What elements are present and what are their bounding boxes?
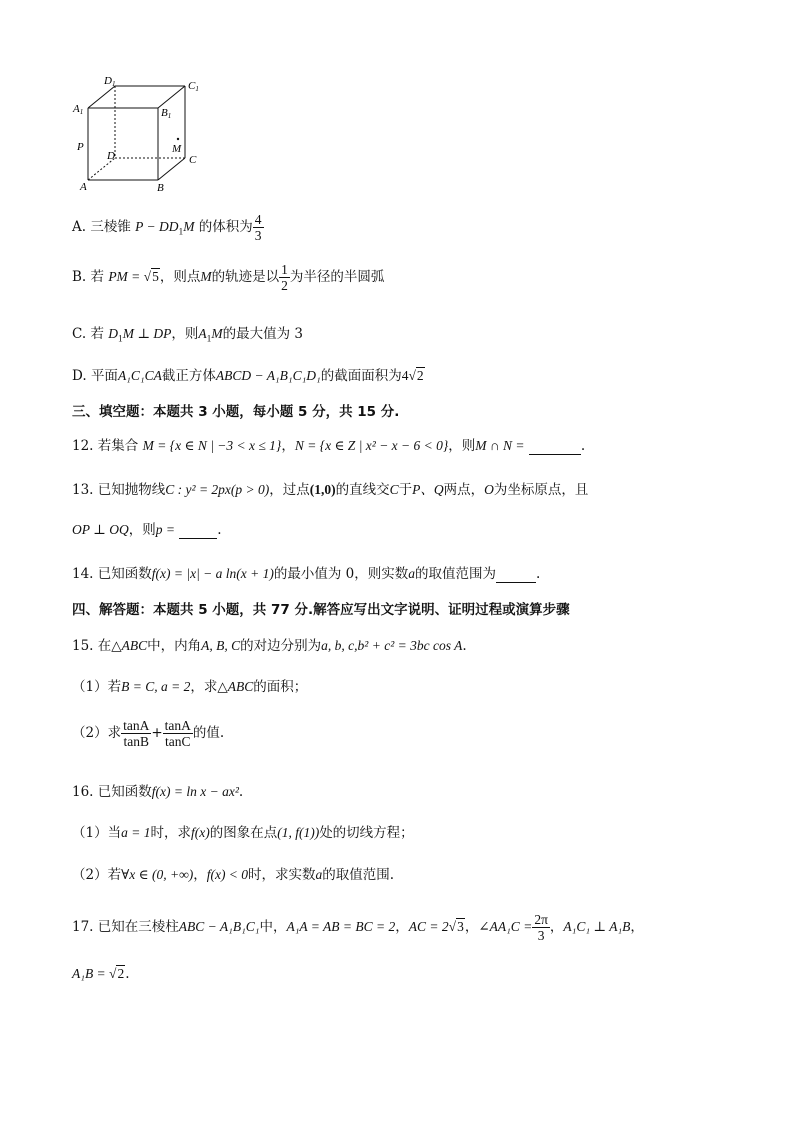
question-17-line1: 17. 已知在三棱柱ABC − A₁B₁C₁中，A₁A = AB = BC = 2，AC = 2√3，∠AA₁C = $\frac{2\pi}{3}$ ，A₁C₁ ⊥ A₁B， bbox=[72, 912, 644, 943]
question-15-part-1: （1）若B = C, a = 2，求△ABC的面积； bbox=[72, 679, 308, 695]
question-16-part-1: （1）当a = 1时，求f(x)的图象在点(1, f(1))处的切线方程； bbox=[72, 825, 414, 841]
label-C1: C1 bbox=[188, 80, 199, 93]
option-a: A. 三棱锥 $P - DD_1M$ 的体积为 $\frac{4}{3}$ bbox=[72, 212, 262, 243]
label-C: C bbox=[189, 154, 197, 166]
question-14: 14. 已知函数f(x) = |x| − a ln(x + 1)的最小值为 0，则实数a的取值范围为 . bbox=[72, 566, 541, 582]
question-16-part-2: （2）若∀x ∈ (0, +∞)，f(x) < 0时，求实数a的取值范围. bbox=[72, 867, 395, 883]
answer-blank-13[interactable] bbox=[179, 522, 217, 539]
answer-blank-14[interactable] bbox=[496, 566, 536, 583]
frac-tanA-tanB: $\frac{\tan A}{\tan B}$ bbox=[123, 718, 150, 749]
frac-tanA-tanC: $\frac{\tan A}{\tan C}$ bbox=[164, 718, 191, 749]
question-12: 12. 若集合 M = {x ∈ N | −3 < x ≤ 1}，N = {x ∈ Z | x² − x − 6 < 0}，则M ∩ N = . bbox=[72, 438, 586, 454]
edge-B-C bbox=[158, 158, 185, 180]
frac-4-3: $\frac{4}{3}$ bbox=[254, 212, 262, 243]
option-c: C. 若 $D_1M$ ⊥ DP，则$A_1M$的最大值为 3 bbox=[72, 326, 303, 345]
point-M bbox=[177, 138, 179, 140]
section-4-heading: 四、解答题：本题共 5 小题，共 77 分.解答应写出文字说明、证明过程或演算步骤 bbox=[72, 602, 570, 618]
question-15-part-2: （2）求 $\frac{\tan A}{\tan B}$ + $\frac{\tan A}{\tan C}$ 的值. bbox=[72, 718, 225, 749]
question-16: 16. 已知函数f(x) = ln x − ax². bbox=[72, 784, 244, 800]
label-D: D bbox=[107, 150, 115, 162]
question-15: 15. 在△ABC中，内角A, B, C的对边分别为a, b, c,b² + c² = 3bc cos A. bbox=[72, 638, 467, 654]
cube-figure bbox=[70, 72, 210, 194]
label-D1: D1 bbox=[104, 75, 116, 88]
answer-blank-12[interactable] bbox=[529, 438, 581, 455]
label-M: M bbox=[172, 143, 182, 155]
section-3-heading: 三、填空题：本题共 3 小题，每小题 5 分，共 15 分. bbox=[72, 404, 400, 420]
label-B: B bbox=[157, 182, 164, 194]
edge-A1-D1 bbox=[88, 86, 115, 108]
option-d: D. 平面A₁C₁CA截正方体ABCD − A₁B₁C₁D₁的截面面积为4√2 bbox=[72, 368, 424, 384]
question-13-line2: OP ⊥ OQ，则p = . bbox=[72, 522, 222, 538]
label-A: A bbox=[80, 181, 87, 193]
label-B1: B1 bbox=[161, 107, 172, 120]
edge-B1-C1 bbox=[158, 86, 185, 108]
question-13-line1: 13. 已知抛物线C : y² = 2px(p > 0)，过点(1,0)的直线交C于P、Q两点，O为坐标原点，且 bbox=[72, 482, 589, 498]
option-b: B. 若 PM = √5，则点M的轨迹是以 $\frac{1}{2}$ 为半径的半圆弧 bbox=[72, 262, 385, 293]
frac-1-2: $\frac{1}{2}$ bbox=[281, 262, 288, 293]
frac-2pi-3: $\frac{2\pi}{3}$ bbox=[534, 912, 548, 943]
label-P: P bbox=[77, 141, 84, 153]
label-A1: A1 bbox=[73, 103, 84, 116]
question-17-line2: A₁B = √2. bbox=[72, 966, 130, 982]
